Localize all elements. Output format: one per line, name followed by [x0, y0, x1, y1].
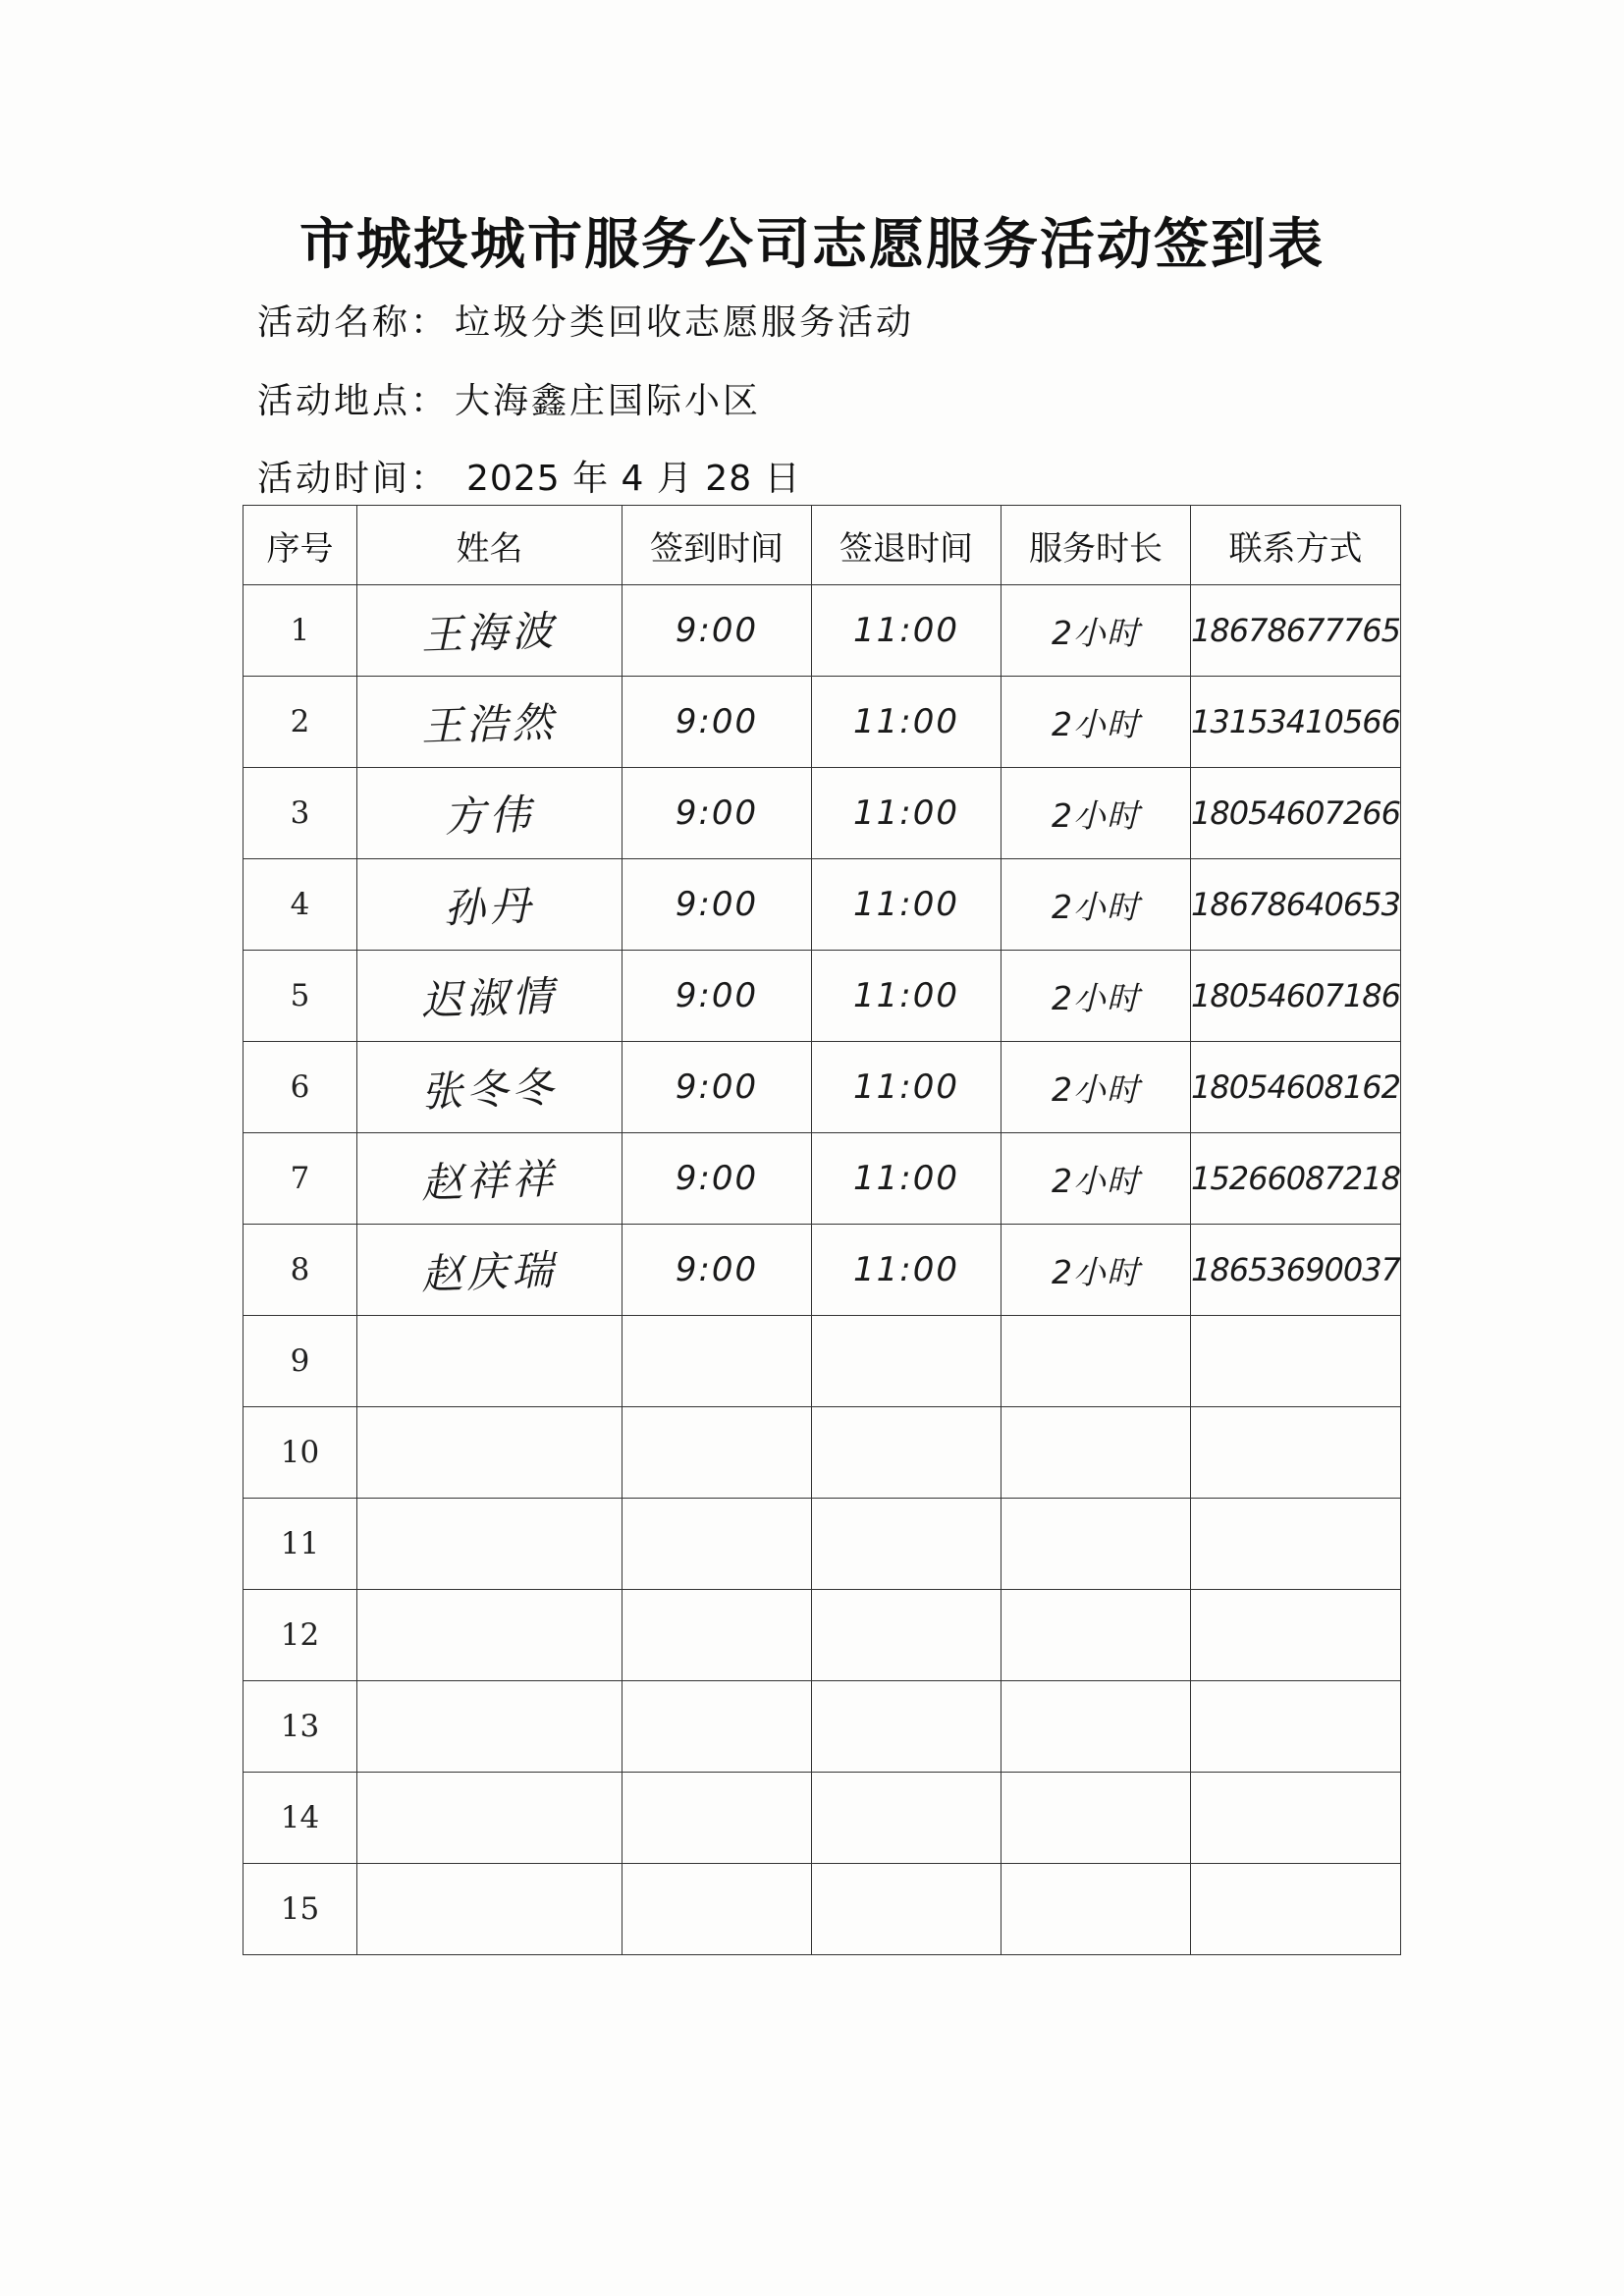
row-seq-cell	[244, 1225, 357, 1316]
row-checkout-time-cell	[812, 1042, 1001, 1133]
row-name-cell	[357, 1225, 623, 1316]
row-duration-cell	[1001, 951, 1191, 1042]
row-seq: 11	[280, 1526, 320, 1561]
row-phone: 18678640653	[1191, 886, 1400, 923]
row-duration-cell	[1001, 1133, 1191, 1225]
row-checkout-time-cell	[812, 1864, 1001, 1955]
row-checkout-time-cell	[812, 1681, 1001, 1773]
row-seq: 12	[280, 1617, 320, 1653]
row-name-cell	[357, 1773, 623, 1864]
row-name-cell	[357, 1133, 623, 1225]
row-phone-cell	[1191, 951, 1401, 1042]
row-seq: 8	[290, 1252, 310, 1287]
row-seq-cell	[244, 1499, 357, 1590]
row-checkout-time: 11:00	[853, 976, 959, 1015]
row-duration: 2小时	[1052, 1161, 1140, 1200]
row-seq-cell	[244, 1681, 357, 1773]
row-checkin-time-cell	[623, 1499, 812, 1590]
header-checkout: 签退时间	[812, 506, 1001, 585]
row-duration-cell	[1001, 1316, 1191, 1407]
row-seq: 6	[290, 1069, 310, 1105]
row-checkout-time-cell	[812, 1225, 1001, 1316]
row-checkin-time-cell	[623, 1681, 812, 1773]
row-name-cell	[357, 1316, 623, 1407]
row-phone-cell	[1191, 677, 1401, 768]
row-checkout-time-cell	[812, 859, 1001, 951]
row-checkout-time-cell	[812, 1590, 1001, 1681]
row-seq-cell	[244, 1407, 357, 1499]
row-phone-cell	[1191, 1407, 1401, 1499]
row-duration-cell	[1001, 677, 1191, 768]
row-checkout-time-cell	[812, 1133, 1001, 1225]
row-seq: 9	[290, 1343, 310, 1379]
row-seq: 1	[290, 613, 310, 648]
row-seq: 14	[280, 1800, 320, 1835]
row-name-cell	[357, 677, 623, 768]
table-row	[244, 1681, 1401, 1773]
row-name-cell	[357, 585, 623, 677]
row-name: 张冬冬	[420, 1063, 559, 1117]
activity-location-line	[257, 373, 761, 423]
row-seq: 13	[280, 1709, 320, 1744]
header-seq: 序号	[244, 506, 357, 585]
row-duration: 2小时	[1052, 704, 1140, 743]
row-seq-cell	[244, 1133, 357, 1225]
activity-time-line	[257, 451, 801, 501]
row-phone-cell	[1191, 1499, 1401, 1590]
row-seq-cell	[244, 951, 357, 1042]
row-checkout-time-cell	[812, 585, 1001, 677]
row-seq-cell	[244, 1773, 357, 1864]
row-phone: 18054607186	[1191, 977, 1400, 1014]
row-checkin-time: 9:00	[675, 1159, 759, 1198]
header-duration: 服务时长	[1001, 506, 1191, 585]
row-phone-cell	[1191, 1316, 1401, 1407]
row-phone-cell	[1191, 1133, 1401, 1225]
header-phone: 联系方式	[1191, 506, 1401, 585]
row-checkin-time-cell	[623, 677, 812, 768]
table-row	[244, 1864, 1401, 1955]
row-checkin-time-cell	[623, 1133, 812, 1225]
activity-name-value: 垃圾分类回收志愿服务活动	[455, 302, 915, 343]
row-phone-cell	[1191, 1773, 1401, 1864]
table-row	[244, 677, 1401, 768]
row-duration-cell	[1001, 1499, 1191, 1590]
table-row	[244, 1499, 1401, 1590]
row-checkin-time-cell	[623, 1773, 812, 1864]
row-checkout-time-cell	[812, 677, 1001, 768]
row-phone-cell	[1191, 1681, 1401, 1773]
row-checkin-time-cell	[623, 1225, 812, 1316]
row-duration-cell	[1001, 1773, 1191, 1864]
row-seq: 10	[280, 1435, 320, 1470]
row-seq: 2	[290, 704, 310, 739]
row-checkout-time-cell	[812, 768, 1001, 859]
row-checkin-time-cell	[623, 1864, 812, 1955]
row-checkin-time-cell	[623, 768, 812, 859]
row-phone: 18054608162	[1191, 1068, 1400, 1106]
table-row	[244, 1407, 1401, 1499]
row-seq-cell	[244, 1316, 357, 1407]
table-row	[244, 768, 1401, 859]
row-seq-cell	[244, 768, 357, 859]
row-checkout-time: 11:00	[853, 1159, 959, 1198]
row-checkin-time-cell	[623, 1042, 812, 1133]
row-seq-cell	[244, 1864, 357, 1955]
row-phone-cell	[1191, 1590, 1401, 1681]
row-checkin-time: 9:00	[675, 793, 759, 833]
row-phone-cell	[1191, 1042, 1401, 1133]
row-name: 赵祥祥	[420, 1154, 559, 1208]
row-checkin-time: 9:00	[675, 1250, 759, 1289]
table-row	[244, 585, 1401, 677]
row-name-cell	[357, 1681, 623, 1773]
row-name: 迟淑情	[420, 971, 559, 1025]
row-checkin-time: 9:00	[675, 702, 759, 741]
row-seq-cell	[244, 1042, 357, 1133]
row-seq: 5	[290, 978, 310, 1013]
row-phone: 18054607266	[1191, 794, 1400, 832]
activity-name-label: 活动名称：	[257, 302, 450, 343]
row-seq: 3	[290, 795, 310, 831]
activity-location-label: 活动地点：	[257, 381, 450, 421]
row-name-cell	[357, 768, 623, 859]
activity-name-line	[257, 295, 914, 345]
row-checkin-time-cell	[623, 1316, 812, 1407]
row-phone-cell	[1191, 859, 1401, 951]
row-seq-cell	[244, 859, 357, 951]
row-duration-cell	[1001, 1864, 1191, 1955]
row-duration-cell	[1001, 1225, 1191, 1316]
row-duration: 2小时	[1052, 1252, 1140, 1291]
row-phone-cell	[1191, 1864, 1401, 1955]
row-checkout-time-cell	[812, 1499, 1001, 1590]
table-row	[244, 1316, 1401, 1407]
table-header-row	[244, 506, 1401, 585]
row-duration: 2小时	[1052, 613, 1140, 652]
row-name: 王海波	[420, 606, 559, 660]
row-duration-cell	[1001, 768, 1191, 859]
row-duration: 2小时	[1052, 978, 1140, 1017]
row-duration: 2小时	[1052, 887, 1140, 926]
row-seq: 7	[290, 1161, 310, 1196]
activity-time-label: 活动时间：	[257, 459, 450, 499]
table-row	[244, 1590, 1401, 1681]
row-checkout-time: 11:00	[853, 1250, 959, 1289]
row-duration-cell	[1001, 585, 1191, 677]
row-checkout-time: 11:00	[853, 885, 959, 924]
row-checkout-time-cell	[812, 1316, 1001, 1407]
activity-time-value: 2025 年 4 月 28 日	[466, 459, 801, 499]
row-checkout-time-cell	[812, 1773, 1001, 1864]
table-row	[244, 1225, 1401, 1316]
row-duration-cell	[1001, 1681, 1191, 1773]
row-checkin-time-cell	[623, 859, 812, 951]
document-title: 市城投城市服务公司志愿服务活动签到表	[299, 213, 1325, 277]
row-phone: 13153410566	[1191, 703, 1400, 740]
table-row	[244, 951, 1401, 1042]
row-name-cell	[357, 1042, 623, 1133]
row-name: 赵庆瑞	[420, 1245, 559, 1299]
row-duration-cell	[1001, 859, 1191, 951]
row-duration-cell	[1001, 1407, 1191, 1499]
row-checkout-time-cell	[812, 951, 1001, 1042]
row-seq: 4	[290, 887, 310, 922]
row-checkin-time-cell	[623, 1590, 812, 1681]
row-phone-cell	[1191, 768, 1401, 859]
row-duration-cell	[1001, 1590, 1191, 1681]
row-checkin-time: 9:00	[675, 611, 759, 650]
row-name: 方伟	[443, 790, 536, 842]
row-checkout-time: 11:00	[853, 793, 959, 833]
row-phone: 18678677765	[1191, 612, 1400, 649]
row-name-cell	[357, 859, 623, 951]
row-checkout-time: 11:00	[853, 702, 959, 741]
sign-in-table	[243, 505, 1401, 1955]
row-checkout-time-cell	[812, 1407, 1001, 1499]
row-seq-cell	[244, 677, 357, 768]
row-name-cell	[357, 1499, 623, 1590]
row-duration: 2小时	[1052, 1069, 1140, 1109]
row-name-cell	[357, 951, 623, 1042]
row-seq-cell	[244, 1590, 357, 1681]
header-name: 姓名	[357, 506, 623, 585]
row-checkin-time-cell	[623, 1407, 812, 1499]
row-name-cell	[357, 1407, 623, 1499]
row-checkin-time: 9:00	[675, 976, 759, 1015]
row-checkout-time: 11:00	[853, 611, 959, 650]
table-row	[244, 1133, 1401, 1225]
row-phone-cell	[1191, 585, 1401, 677]
row-checkin-time-cell	[623, 951, 812, 1042]
row-duration: 2小时	[1052, 795, 1140, 835]
row-checkout-time: 11:00	[853, 1067, 959, 1107]
table-row	[244, 859, 1401, 951]
row-name: 孙丹	[443, 881, 536, 933]
row-checkin-time: 9:00	[675, 1067, 759, 1107]
row-name-cell	[357, 1590, 623, 1681]
row-checkin-time: 9:00	[675, 885, 759, 924]
row-seq: 15	[280, 1891, 320, 1927]
row-phone-cell	[1191, 1225, 1401, 1316]
row-checkin-time-cell	[623, 585, 812, 677]
table-row	[244, 1042, 1401, 1133]
table-row	[244, 1773, 1401, 1864]
activity-location-value: 大海鑫庄国际小区	[455, 381, 762, 421]
row-name: 王浩然	[420, 697, 559, 751]
row-phone: 18653690037	[1191, 1251, 1400, 1288]
table-body	[244, 585, 1401, 1955]
row-seq-cell	[244, 585, 357, 677]
row-name-cell	[357, 1864, 623, 1955]
row-phone: 15266087218	[1191, 1160, 1400, 1197]
row-duration-cell	[1001, 1042, 1191, 1133]
header-checkin: 签到时间	[623, 506, 812, 585]
